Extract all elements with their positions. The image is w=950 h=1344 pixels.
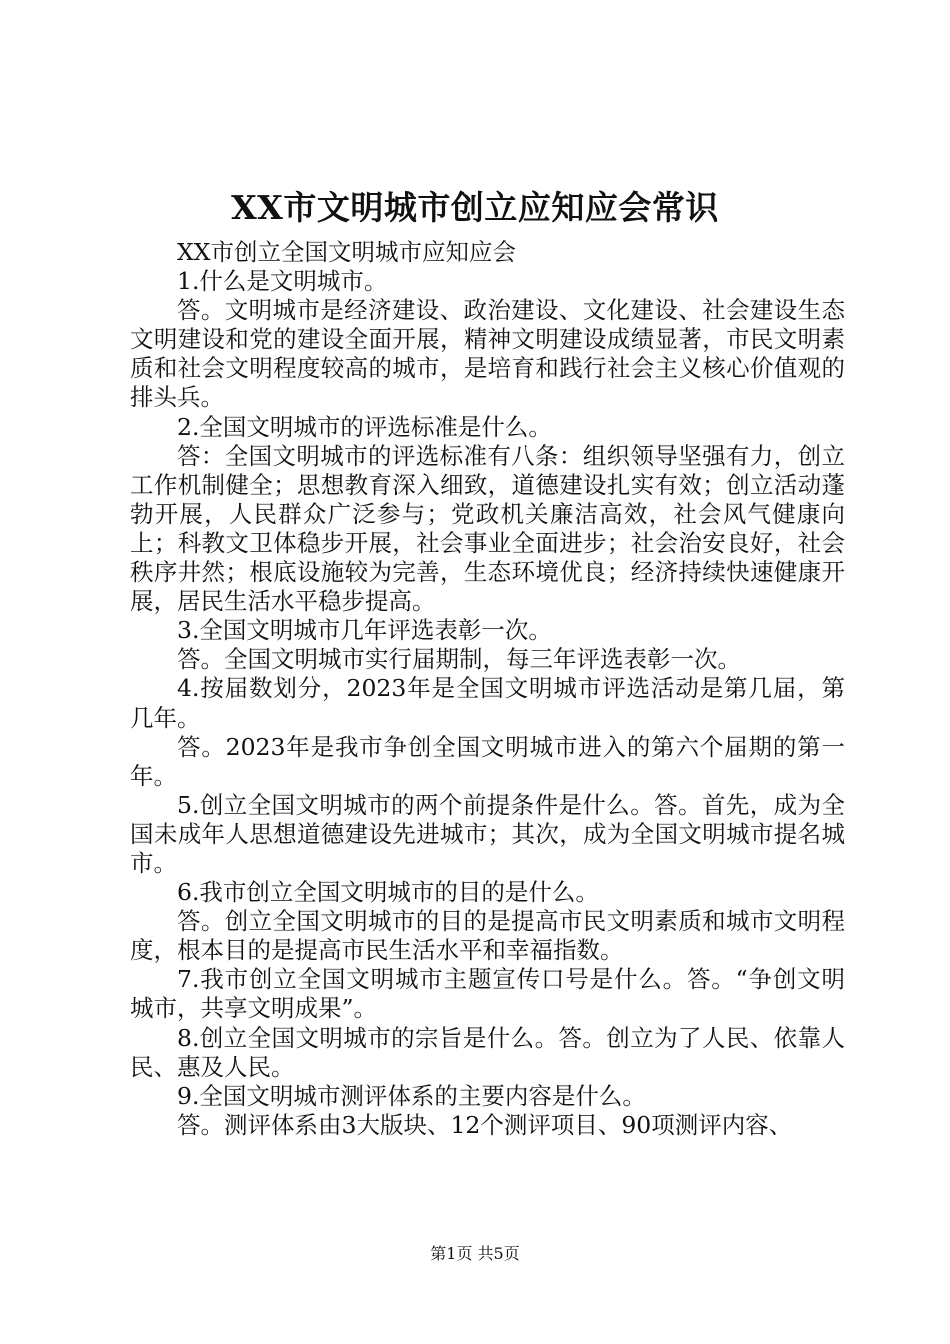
paragraph-answer-3: 答。全国文明城市实行届期制，每三年评选表彰一次。 (177, 645, 741, 674)
paragraph-question-6: 6.我市创立全国文明城市的目的是什么。 (177, 878, 599, 907)
paragraph-answer-9: 答。测评体系由3大版块、12个测评项目、90项测评内容、 (177, 1110, 793, 1139)
paragraph-answer-6: 答。创立全国文明城市的目的是提高市民文明素质和城市文明程度，根本目的是提高市民生活水平和幸福指数。 (130, 907, 845, 965)
paragraph-answer-4: 答。2023年是我市争创全国文明城市进入的第六个届期的第一年。 (130, 732, 845, 790)
paragraph-question-answer-8: 8.创立全国文明城市的宗旨是什么。答。创立为了人民、依靠人民、惠及人民。 (130, 1023, 845, 1081)
paragraph-question-3: 3.全国文明城市几年评选表彰一次。 (177, 616, 552, 645)
document-body (130, 238, 845, 1140)
paragraph-question-answer-5: 5.创立全国文明城市的两个前提条件是什么。答。首先，成为全国未成年人思想道德建设先进城市；其次，成为全国文明城市提名城市。 (130, 790, 845, 877)
document-title: XX市文明城市创立应知应会常识 (231, 188, 719, 227)
page-number-footer: 第1页 共5页 (430, 1244, 520, 1263)
paragraph-answer-1: 答。文明城市是经济建设、政治建设、文化建设、社会建设生态文明建设和党的建设全面开展，精神文明建设成绩显著，市民文明素质和社会文明程度较高的城市，是培育和践行社会主义核心价值观的排头兵。 (130, 296, 845, 412)
paragraph-question-4: 4.按届数划分，2023年是全国文明城市评选活动是第几届，第几年。 (130, 674, 845, 732)
paragraph-answer-2: 答：全国文明城市的评选标准有八条：组织领导坚强有力，创立工作机制健全；思想教育深入细致，道德建设扎实有效；创立活动蓬勃开展，人民群众广泛参与；党政机关廉洁高效，社会风气健康向上；科教文卫体稳步开展，社会事业全面进步；社会治安良好，社会秩序井然；根底设施较为完善，生态环境优良；经济持续快速健康开展，居民生活水平稳步提高。 (130, 441, 845, 616)
paragraph-question-2: 2.全国文明城市的评选标准是什么。 (177, 412, 552, 441)
paragraph-subtitle: XX市创立全国文明城市应知应会 (177, 238, 516, 266)
paragraph-question-answer-7: 7.我市创立全国文明城市主题宣传口号是什么。答。“争创文明城市，共享文明成果”。 (130, 965, 845, 1023)
paragraph-question-9: 9.全国文明城市测评体系的主要内容是什么。 (177, 1081, 646, 1110)
paragraph-question-1: 1.什么是文明城市。 (177, 267, 388, 296)
